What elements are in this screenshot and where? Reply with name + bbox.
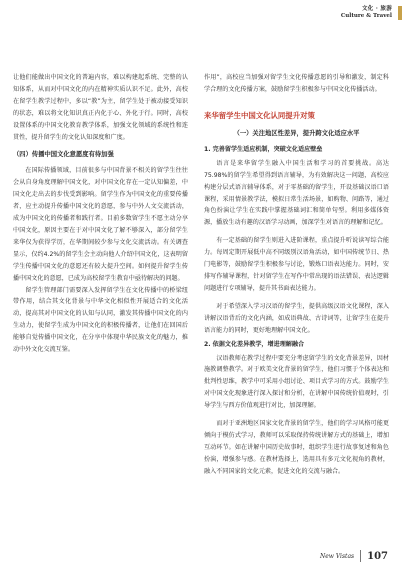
right-column bbox=[204, 72, 389, 478]
right-paragraph-top: 作用”，高校应当加强对留学生文化传播意愿的引导和激发，制定科学合理的文化传播方案，鼓励留学生积极参与中国文化传播活动。 bbox=[204, 74, 389, 93]
right-paragraph-1: 语言是来华留学生融入中国生活和学习的首要挑战。高达75.98%的留学生希望得到语言辅导，为有效解决这一问题，高校应构建分层式语言辅导体系，对于零基础的留学生，开设基础汉语口语课程，采用情景教学法，模拟日常生活场景，如购物、问路等，通过角色扮演让学生在实践中掌握基础词汇和简单句型。利用多媒体资源，播放生动有趣的汉语学习动画，加深学生对语言的理解和记忆。 bbox=[204, 159, 389, 227]
section-label-cn: 文化 · 旅游 bbox=[361, 6, 392, 12]
magazine-name: New Vistas bbox=[319, 552, 355, 560]
section-header bbox=[341, 6, 392, 20]
left-paragraph-1: 让他们能做出中国文化的普遍内容，难以构建起系统、完整的认知体系，从而对中国文化的内在精神实质认识不足。此外，高校在留学生教学过程中，多以“教”为主，留学生处于被动接受知识的状态，难以将文化知识真正内化于心、外化于行。同时，高校设置体系的中国文化教育教学体系，加强文化领域的系统性和连贯性，提升留学生的文化认知深度和广度。 bbox=[13, 74, 188, 141]
left-column bbox=[13, 72, 188, 356]
subheading-1-1: 1. 完善留学生适应机制，突破文化适应壁垒 bbox=[204, 145, 323, 153]
subheading-1-2: 2. 依据文化差异教学，增进理解融合 bbox=[204, 340, 305, 348]
page-number: 107 bbox=[367, 550, 388, 562]
left-paragraph-3: 留学生管理部门需要深入发挥留学生在文化传播中的桥梁纽带作用，结合其文化背景与中华文化相似性开展适合的文化活动，提高其对中国文化的认知与认同，激发其传播中国文化的内生动力，使留学生成为中国文化的积极传播者，让他们在回国后能够自觉传播中国文化，在分享中体现中华民族文化的魅力，推动中外文化交流互鉴。 bbox=[13, 286, 188, 354]
section-heading: 来华留学生中国文化认同提升对策 bbox=[204, 110, 315, 120]
footer-divider bbox=[360, 550, 361, 562]
right-paragraph-5: 而对于亚洲地区国家文化背景的留学生，他们的学习风格可能更倾向于模仿式学习，教师可以采取保持传统讲解方式的基础上，增加互动环节。如在讲解中国历史故事时，组织学生进行故事复述和角色扮演，增强参与感。在教材选择上，选用具有多元文化视角的教材，融入不同国家的文化元素，促进文化的交流与融合。 bbox=[204, 420, 389, 475]
header-accent-bar bbox=[398, 6, 402, 20]
section-label-en: Culture & Travel bbox=[340, 13, 392, 19]
right-paragraph-4: 汉语教师在教学过程中要充分考虑留学生的文化背景差异，因材施教调整教学。对于欧美文化背景的留学生，他们习惯于个体表达和批判性思维，教学中可采用小组讨论、项目式学习的方式。鼓励学生对中国文化现象进行深入探讨和分析，在讲解中国传统价值观时，引导学生与西方价值观进行对比，加深理解。 bbox=[204, 354, 389, 410]
subheading-4: （四）传播中国文化意愿度有待加强 bbox=[13, 151, 114, 159]
left-paragraph-2: 在国际传播领域，目前很多与中国背景不相关的留学生往往会从自身角度理解中国文化，对中国文化存在一定认知偏差，中国文化走出去的步伐受到影响。留学生作为中国文化的重要传播者，应主动提升传播中国文化的意愿，参与中外人文交流活动，成为中国文化的传播者和践行者。目前多数留学生不愿主动分享中国文化，原因主要在于对中国文化了解不够深入，部分留学生来华仅为获得学历，在华期间较少参与文化交流活动。有关调查显示，仅约4.2%的留学生会主动向他人介绍中国文化，这表明留学生传播中国文化的意愿还有较大提升空间。如何提升留学生传播中国文化的意愿，已成为高校留学生教育中亟待解决的问题。 bbox=[13, 167, 188, 282]
right-paragraph-3: 对于希望深入学习汉语的留学生，提供高级汉语文化课程，深入讲解汉语背后的文化内涵，如成语典故、古诗词等，让留学生在提升语言能力的同时，更好地理解中国文化。 bbox=[204, 302, 389, 334]
right-paragraph-2: 有一定基础的留学生则进入进阶课程，重点提升听说读写综合能力。每周定期开展低中高不同级别汉语角活动，如中国传统节日、热门电影等，鼓励留学生积极参与讨论，锻炼口语表达能力。同时，安排写作辅导课程，针对留学生在写作中常出现的语法错误、表达逻辑问题进行专项辅导，提升其书面表达能力。 bbox=[204, 237, 389, 292]
subheading-1: （一）关注地区性差异，提升跨文化适应水平 bbox=[233, 129, 360, 137]
page-footer bbox=[320, 550, 388, 562]
